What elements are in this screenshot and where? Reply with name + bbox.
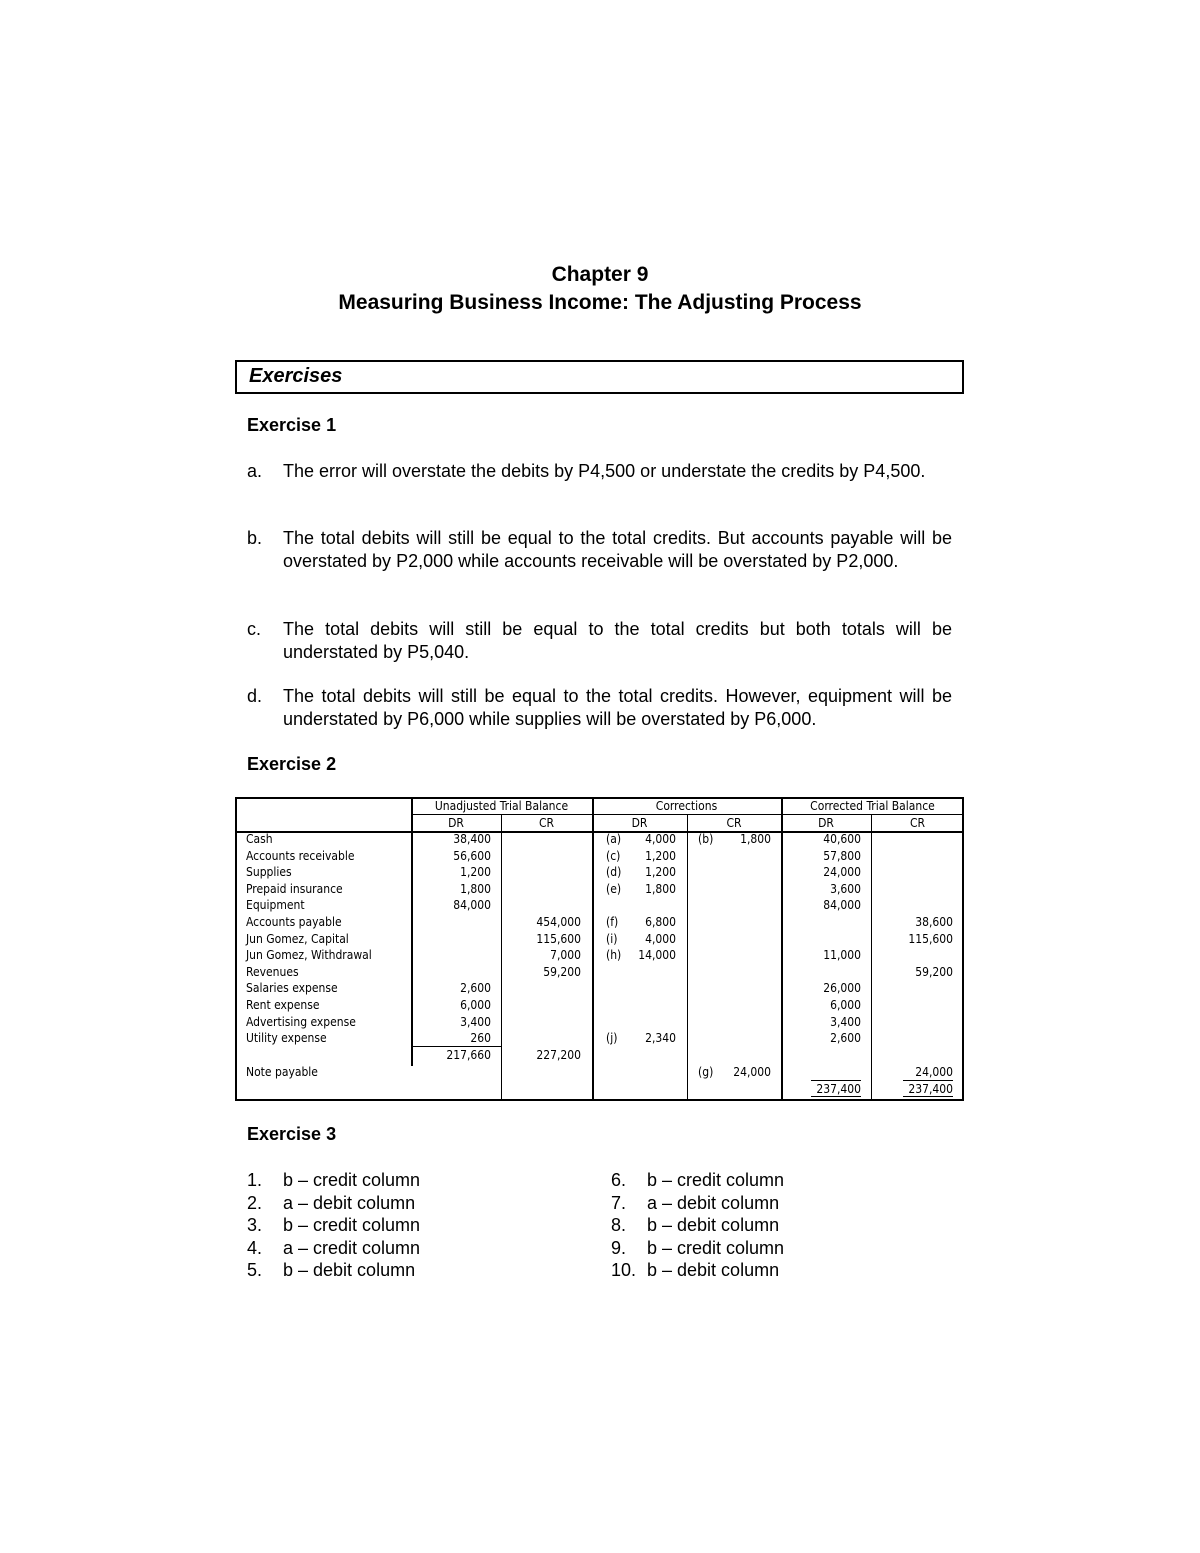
corrected-credit: 24,000: [915, 1065, 953, 1080]
unadjusted-debit-total: 217,660: [446, 1047, 491, 1062]
correction-debit: 1,200: [645, 865, 676, 880]
double-rule: [811, 1096, 861, 1097]
answer-item: [247, 1169, 547, 1192]
answer-item: [247, 1237, 547, 1260]
account-name: Prepaid insurance: [246, 881, 343, 896]
answer-text: a – debit column: [283, 1192, 416, 1213]
exercises-section-box: [235, 360, 964, 394]
column-header: CR: [538, 816, 555, 830]
double-rule: [903, 1096, 953, 1097]
answer-number: 2.: [247, 1192, 263, 1213]
corrected-debit: 3,400: [830, 1014, 861, 1029]
answer-item: [611, 1259, 911, 1282]
item-text: The error will overstate the debits by P4,500 or understate the credits by P4,500.: [283, 461, 926, 481]
answer-number: 4.: [247, 1237, 263, 1258]
exercise-1-item-a: [247, 460, 952, 483]
exercise-1-heading: Exercise 1: [247, 415, 337, 435]
answer-number: 5.: [247, 1260, 263, 1280]
corrected-debit: 2,600: [830, 1031, 861, 1046]
item-text: The total debits will still be equal to the total credits but both totals will be understated by P5,040.: [283, 619, 952, 662]
unadjusted-debit: 260: [470, 1031, 491, 1046]
account-name: Equipment: [246, 898, 305, 913]
correction-debit-ref: (f): [606, 915, 619, 929]
table-left-border: [235, 797, 237, 1101]
corrected-debit: 6,000: [830, 998, 861, 1012]
correction-credit-ref: (g): [698, 1065, 714, 1080]
group-header: Unadjusted Trial Balance: [434, 799, 569, 813]
correction-debit: 4,000: [645, 931, 676, 946]
corrected-credit: 115,600: [908, 931, 953, 946]
item-text: The total debits will still be equal to the total credits. But accounts payable will be overstated by P2,000 while accounts receivable will be overstated by P2,000.: [283, 528, 952, 571]
exercise-2-heading: Exercise 2: [247, 754, 337, 774]
account-name: Supplies: [246, 865, 292, 880]
exercise-1-item-c: [247, 618, 952, 664]
unadjusted-credit: 7,000: [550, 948, 581, 963]
unadjusted-credit: 115,600: [536, 931, 581, 946]
unadjusted-debit: 6,000: [460, 998, 491, 1012]
correction-debit: 6,800: [645, 915, 676, 929]
correction-debit: 2,340: [645, 1031, 676, 1046]
unadjusted-debit: 3,400: [460, 1014, 491, 1029]
item-label: d.: [247, 686, 263, 706]
item-label: c.: [247, 619, 262, 639]
account-name: Note payable: [246, 1065, 318, 1080]
unadjusted-debit: 56,600: [453, 848, 491, 863]
answer-text: b – credit column: [647, 1237, 785, 1258]
corrected-credit: 59,200: [915, 964, 953, 979]
column-rule: [687, 814, 688, 1101]
answer-item: [247, 1259, 547, 1282]
answer-item: [611, 1192, 911, 1215]
column-rule: [592, 797, 594, 1101]
chapter-subtitle: Measuring Business Income: The Adjusting Process: [338, 291, 862, 314]
exercises-section-title: Exercises: [249, 365, 343, 387]
answer-number: 3.: [247, 1215, 263, 1235]
answer-text: b – credit column: [283, 1170, 421, 1190]
column-rule: [501, 814, 502, 1101]
unadjusted-credit: 59,200: [543, 964, 581, 979]
corrected-debit: 84,000: [823, 898, 861, 913]
unadjusted-debit: 2,600: [460, 981, 491, 996]
correction-credit-ref: (b): [698, 832, 714, 846]
account-name: Cash: [246, 832, 273, 846]
trial-balance-table: [235, 797, 964, 1101]
answer-text: b – debit column: [647, 1215, 780, 1235]
correction-debit-ref: (i): [606, 931, 618, 946]
corrected-debit-total: 237,400: [816, 1082, 861, 1096]
correction-credit: 24,000: [733, 1065, 771, 1080]
answers-column-left: [247, 1169, 547, 1282]
item-text: The total debits will still be equal to the total credits. However, equipment will be understated by P6,000 while supplies will be overstated by P6,000.: [283, 686, 952, 729]
answer-number: 1.: [247, 1170, 263, 1190]
corrected-debit: 57,800: [823, 848, 861, 863]
account-name: Utility expense: [246, 1031, 327, 1046]
answer-item: [247, 1214, 547, 1237]
table-bottom-border: [235, 1099, 964, 1101]
chapter-title: Chapter 9: [551, 263, 649, 286]
answer-number: 9.: [611, 1237, 627, 1258]
corrected-debit: 11,000: [823, 948, 861, 963]
corrected-debit: 40,600: [823, 832, 861, 846]
unadjusted-debit: 84,000: [453, 898, 491, 913]
account-name: Accounts payable: [246, 915, 342, 929]
answer-text: a – credit column: [283, 1237, 421, 1258]
correction-debit: 14,000: [638, 948, 676, 963]
item-label: a.: [247, 461, 263, 481]
account-name: Rent expense: [246, 998, 320, 1012]
unadjusted-debit: 38,400: [453, 832, 491, 846]
unadjusted-debit: 1,200: [460, 865, 491, 880]
account-name: Advertising expense: [246, 1014, 356, 1029]
answer-number: 10.: [611, 1260, 637, 1280]
correction-debit-ref: (h): [606, 948, 622, 963]
answer-number: 8.: [611, 1215, 627, 1235]
account-name: Salaries expense: [246, 981, 338, 996]
account-name: Revenues: [246, 964, 299, 979]
correction-debit-ref: (e): [606, 881, 622, 896]
answer-item: [611, 1214, 911, 1237]
correction-debit-ref: (a): [606, 832, 622, 846]
answers-column-right: [611, 1169, 911, 1282]
item-label: b.: [247, 528, 263, 548]
column-header: CR: [909, 816, 926, 830]
answer-text: b – debit column: [647, 1260, 780, 1280]
account-name: Jun Gomez, Withdrawal: [246, 948, 372, 963]
exercise-1-item-d: [247, 685, 952, 731]
account-name: Accounts receivable: [246, 848, 355, 863]
answer-number: 6.: [611, 1170, 627, 1190]
unadjusted-credit-total: 227,200: [536, 1047, 581, 1062]
answer-item: [247, 1192, 547, 1215]
correction-debit-ref: (d): [606, 865, 622, 880]
correction-credit: 1,800: [740, 832, 771, 846]
group-header: Corrected Trial Balance: [810, 799, 935, 813]
corrected-credit: 38,600: [915, 915, 953, 929]
corrected-debit: 24,000: [823, 865, 861, 880]
group-header: Corrections: [655, 799, 718, 813]
answer-number: 7.: [611, 1192, 627, 1213]
answer-text: b – credit column: [283, 1215, 421, 1235]
corrected-debit: 3,600: [830, 881, 861, 896]
exercise-1-item-b: [247, 527, 952, 573]
correction-debit-ref: (c): [606, 848, 621, 863]
unadjusted-credit: 454,000: [536, 915, 581, 929]
column-header: CR: [726, 816, 742, 830]
correction-debit: 1,800: [645, 881, 676, 896]
column-header: DR: [631, 816, 648, 830]
column-header: DR: [818, 816, 834, 830]
unadjusted-debit: 1,800: [460, 881, 491, 896]
answer-text: b – credit column: [647, 1170, 785, 1190]
table-right-border: [962, 797, 964, 1101]
corrected-credit-total: 237,400: [908, 1082, 953, 1096]
corrected-debit: 26,000: [823, 981, 861, 996]
answer-text: b – debit column: [283, 1260, 416, 1280]
account-name: Jun Gomez, Capital: [246, 931, 349, 946]
correction-debit-ref: (j): [606, 1031, 618, 1046]
exercise-3-heading: Exercise 3: [247, 1124, 337, 1144]
correction-debit: 4,000: [645, 832, 676, 846]
column-header: DR: [448, 816, 464, 830]
answer-text: a – debit column: [647, 1192, 780, 1213]
column-rule: [871, 814, 872, 1101]
answer-item: [611, 1169, 911, 1192]
answer-item: [611, 1237, 911, 1260]
correction-debit: 1,200: [645, 848, 676, 863]
